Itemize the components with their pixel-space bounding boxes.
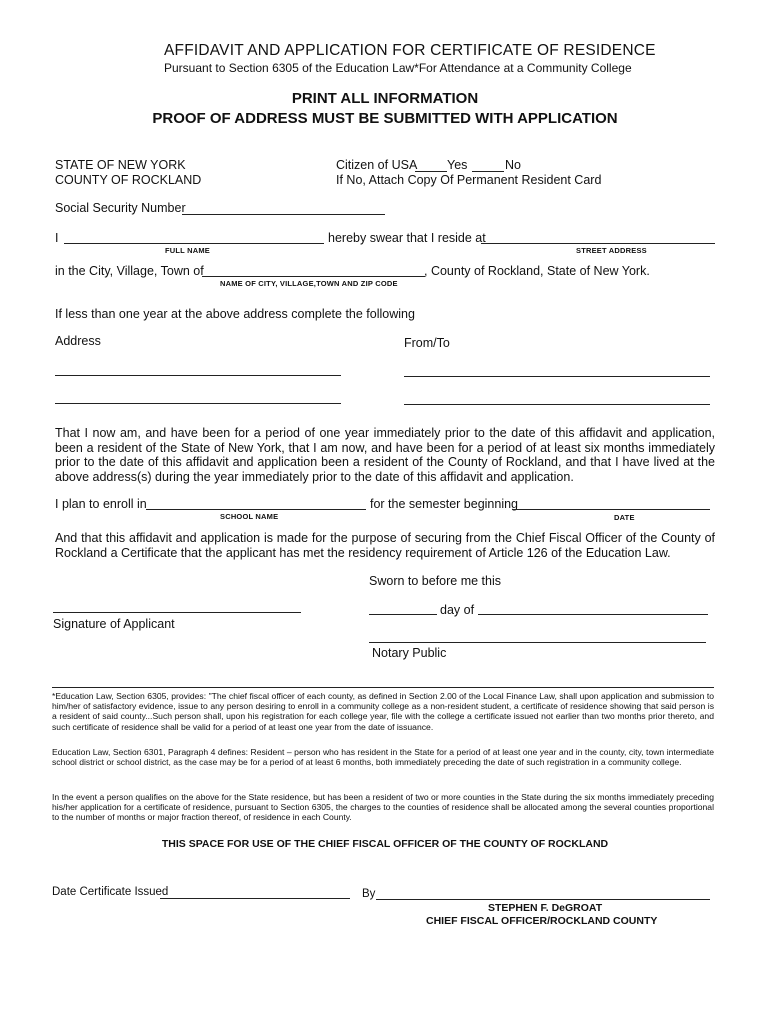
by-label: By <box>362 888 376 900</box>
footnote-multiple-counties: In the event a person qualifies on the above for the State residence, but has been a resident of two or more counties in the State during the six months immediately preceding his/her application for a certificate of residence, pursuant to Section 6305, the charges to the counties of residence shall be allocated among the several counties proportional to the number of months or major fraction thereof, of residence in each County. <box>52 792 714 823</box>
citizen-no-blank[interactable] <box>472 171 504 172</box>
previous-address-field-2[interactable] <box>55 403 341 404</box>
school-name-field[interactable] <box>146 509 366 510</box>
previous-fromto-field-2[interactable] <box>404 404 710 405</box>
citizen-yes-blank[interactable] <box>415 171 447 172</box>
enroll-prefix: I plan to enroll in <box>55 497 147 511</box>
school-name-caption: SCHOOL NAME <box>220 512 279 521</box>
city-caption: NAME OF CITY, VILLAGE,TOWN AND ZIP CODE <box>220 279 398 288</box>
date-issued-field[interactable] <box>160 898 350 899</box>
day-of-label: day of <box>440 603 475 617</box>
previous-fromto-label: From/To <box>404 336 450 350</box>
city-field[interactable] <box>202 276 425 277</box>
swear-prefix: I <box>55 231 59 245</box>
residency-statement: That I now am, and have been for a period of one year immediately prior to the date of this affidavit and application, been a resident of the State of New York, that I am now, and have been for a period of at least six months immediately prior to the date of this affidavit and application been a resident of the County of Rockland, and that I have lived at the above address(s) during the year immediately prior to the date of this affidavit and application. <box>55 426 715 484</box>
citizen-no-label: No <box>505 158 521 172</box>
footnote-divider <box>52 687 714 688</box>
permanent-resident-note: If No, Attach Copy Of Permanent Resident Card <box>336 173 602 187</box>
previous-fromto-field-1[interactable] <box>404 376 710 377</box>
state-label: STATE OF NEW YORK <box>55 158 186 172</box>
print-all-heading: PRINT ALL INFORMATION <box>291 90 479 107</box>
county-label: COUNTY OF ROCKLAND <box>55 173 202 187</box>
official-use-heading: THIS SPACE FOR USE OF THE CHIEF FISCAL OFFICER OF THE COUNTY OF ROCKLAND <box>161 838 609 850</box>
applicant-signature-field[interactable] <box>53 612 301 613</box>
date-issued-label: Date Certificate Issued <box>52 886 169 898</box>
semester-date-field[interactable] <box>512 509 710 510</box>
ssn-label: Social Security Number <box>55 201 186 215</box>
sworn-label: Sworn to before me this <box>369 574 502 588</box>
city-prefix: in the City, Village, Town of <box>55 264 204 278</box>
street-address-field[interactable] <box>481 243 715 244</box>
sworn-month-field[interactable] <box>478 614 708 615</box>
full-name-field[interactable] <box>64 243 324 244</box>
notary-signature-field[interactable] <box>369 642 706 643</box>
officer-signature-field[interactable] <box>376 899 710 900</box>
officer-name: STEPHEN F. DeGROAT <box>488 902 603 914</box>
ssn-field[interactable] <box>182 214 385 215</box>
citizen-yes-label: Yes <box>447 158 468 172</box>
previous-address-field-1[interactable] <box>55 375 341 376</box>
previous-address-label: Address <box>55 334 101 348</box>
enroll-middle: for the semester beginning <box>370 497 519 511</box>
previous-intro: If less than one year at the above address complete the following <box>55 307 415 321</box>
date-caption: DATE <box>614 513 635 522</box>
city-suffix: , County of Rockland, State of New York. <box>424 264 650 278</box>
proof-heading: PROOF OF ADDRESS MUST BE SUBMITTED WITH APPLICATION <box>152 110 618 127</box>
full-name-caption: FULL NAME <box>165 246 210 255</box>
purpose-statement: And that this affidavit and application is made for the purpose of securing from the Chief Fiscal Officer of the County of Rockland a Certificate that the applicant has met the residency requirement of Article 126 of the Education Law. <box>55 531 715 560</box>
form-subtitle: Pursuant to Section 6305 of the Education Law*For Attendance at a Community College <box>164 61 632 75</box>
notary-label: Notary Public <box>372 646 447 660</box>
signature-label: Signature of Applicant <box>53 617 175 631</box>
officer-title: CHIEF FISCAL OFFICER/ROCKLAND COUNTY <box>426 915 658 927</box>
street-address-caption: STREET ADDRESS <box>576 246 647 255</box>
citizen-label: Citizen of USA <box>336 158 418 172</box>
swear-middle: hereby swear that I reside at <box>328 231 486 245</box>
footnote-section-6305: *Education Law, Section 6305, provides: "The chief fiscal officer of each county, as defined in Section 2.00 of the Local Finance Law, shall upon application and submission to him/her of satisfactory evidence, issue to any person desiring to enroll in a community college as a non-resident student, a certificate of residence showing that said person is a resident of said county...Such person shall, upon his registration for each college year, file with the college a certificate issued not earlier than two months prior thereto, and such certificate of residence shall be valid for a period of at least one year from the date of issuance. <box>52 691 714 732</box>
sworn-day-field[interactable] <box>369 614 437 615</box>
footnote-section-6301: Education Law, Section 6301, Paragraph 4 defines: Resident – person who has resident in the State for a period of at least one year and in the county, city, town intermediate school district or school district, as the case may be for a period of at least 6 months, both immediately preceding the date of such registration in a community college. <box>52 747 714 768</box>
form-title: AFFIDAVIT AND APPLICATION FOR CERTIFICATE OF RESIDENCE <box>164 42 656 59</box>
